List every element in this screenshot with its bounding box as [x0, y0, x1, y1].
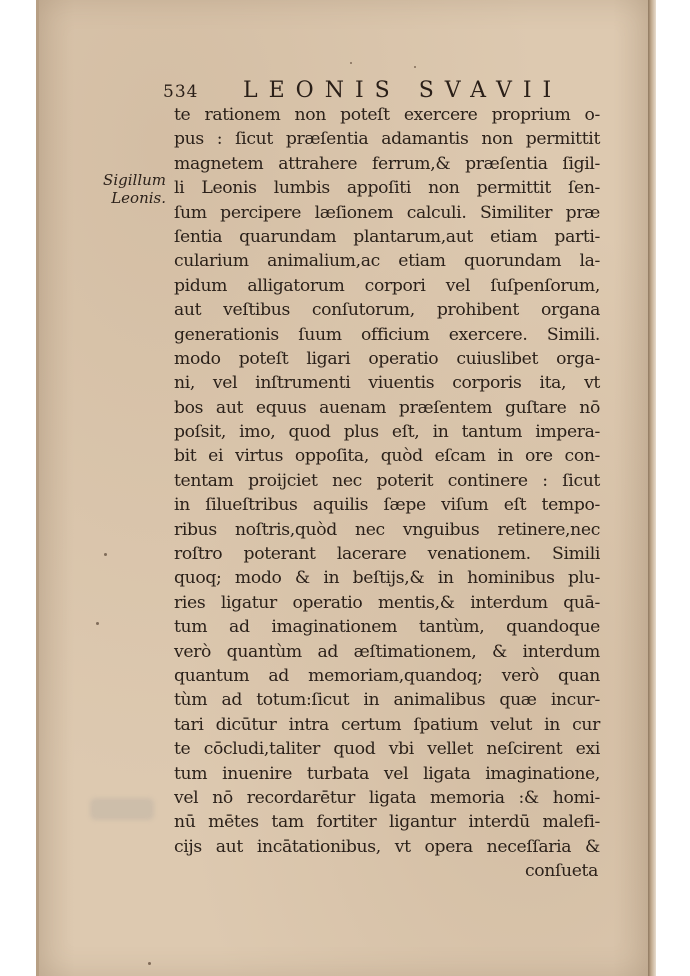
show-through-smudge — [90, 798, 154, 820]
text-line: verò quantùm ad æſtimationem, & interdum — [174, 641, 600, 662]
margin-note-line-1: Sigillum — [103, 171, 166, 189]
text-line: vel nō recordarētur ligata memoria :& homi- — [174, 787, 600, 808]
text-line: bos aut equus auenam præſentem guſtare nō — [174, 397, 600, 418]
text-line: ries ligatur operatio mentis,& interdum quā- — [174, 592, 600, 613]
text-line: pidum alligatorum corpori vel ſuſpenſorum, — [174, 275, 600, 296]
page-right-edge — [648, 0, 656, 976]
text-line: generationis ſuum officium exercere. Simili. — [174, 324, 600, 345]
text-line: quoq; modo & in beſtijs,& in hominibus plu- — [174, 568, 600, 589]
text-line: bit ei virtus oppoſita, quòd eſcam in ore con- — [174, 446, 600, 467]
margin-note — [96, 171, 166, 207]
text-line: aut veſtibus conſutorum, prohibent organa — [174, 300, 600, 321]
text-line: cijs aut incātationibus, vt opera neceſſaria & — [174, 836, 600, 857]
text-line: tùm ad totum:ſicut in animalibus quæ incur- — [174, 690, 600, 711]
text-line: in ſilueſtribus aquilis ſæpe viſum eſt tempo- — [174, 495, 600, 516]
text-line: quantum ad memoriam,quandoq; verò quan — [174, 665, 600, 686]
text-line: poſsit, imo, quod plus eſt, in tantum impera- — [174, 422, 600, 443]
body-text — [174, 103, 600, 884]
text-line: roſtro poterant lacerare venationem. Simili — [174, 544, 600, 565]
text-line: tentam proijciet nec poterit continere : ſicut — [174, 470, 600, 491]
text-line: nū mētes tam fortiter ligantur interdū malefi- — [174, 812, 600, 833]
text-line: te cōcludi,taliter quod vbi vellet neſcirent exi — [174, 739, 600, 760]
text-line: te rationem non poteſt exercere proprium o- — [174, 105, 600, 125]
text-line: li Leonis lumbis appoſiti non permittit ſen- — [174, 178, 600, 199]
catchword-line: conſueta — [525, 861, 598, 882]
text-line: modo poteſt ligari operatio cuiuslibet orga- — [174, 348, 600, 369]
text-line: tari dicūtur intra certum ſpatium velut in cur — [174, 714, 600, 735]
text-line: ribus noſtris,quòd nec vnguibus retinere,nec — [174, 519, 600, 540]
text-line: magnetem attrahere ferrum,& præſentia ſigil- — [174, 153, 600, 174]
text-line: ni, vel inſtrumenti viuentis corporis ita, vt — [174, 373, 600, 394]
margin-note-line-2: Leonis. — [111, 189, 166, 207]
page-number: 534 — [163, 82, 199, 102]
text-line: pus : ſicut præſentia adamantis non permittit — [174, 129, 600, 150]
running-title: LEONIS SVAVII — [243, 78, 563, 103]
text-line: cularium animalium,ac etiam quorundam la- — [174, 251, 600, 272]
text-line: tum ad imaginationem tantùm, quandoque — [174, 617, 600, 638]
text-line: ſum percipere læſionem calculi. Similiter præ — [174, 202, 600, 223]
text-line: tum inuenire turbata vel ligata imaginatione, — [174, 763, 600, 784]
text-line: ſentia quarundam plantarum,aut etiam parti- — [174, 226, 600, 247]
page-left-edge — [36, 0, 39, 976]
